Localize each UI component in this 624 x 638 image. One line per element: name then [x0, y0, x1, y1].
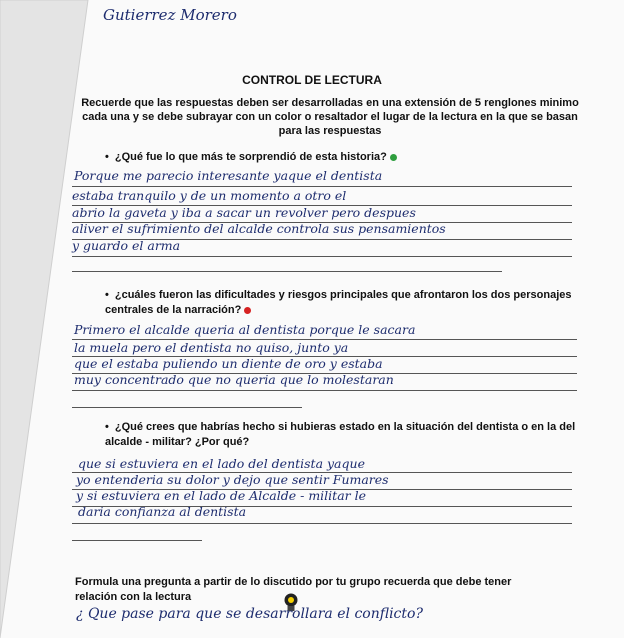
- bullet-icon: •: [105, 289, 109, 301]
- ruled-line: [72, 523, 572, 524]
- answer-2-line-3: que el estaba puliendo un diente de oro y estaba: [74, 356, 383, 371]
- answer-1-line-3: abrio la gaveta y iba a sacar un revolver pero despues: [72, 205, 416, 220]
- bullet-icon: •: [105, 151, 109, 163]
- page-title: CONTROL DE LECTURA: [242, 73, 382, 87]
- answer-2-line-4: muy concentrado que no queria que lo molestaran: [74, 372, 394, 387]
- answer-1-line-1: Porque me parecio interesante yaque el dentista: [74, 168, 383, 183]
- instructions-text: Recuerde que las respuestas deben ser desarrolladas en una extensión de 5 renglones minimo cada una y se debe subrayar con un color o resaltador el lugar de la lectura en la que se basan para las respuestas: [81, 97, 579, 137]
- answer-2-line-1: Primero el alcalde queria al dentista porque le sacara: [74, 322, 416, 337]
- ruled-line: [72, 256, 572, 257]
- ruled-line: [72, 186, 572, 187]
- student-name: Gutierrez Morero: [103, 6, 237, 24]
- answer-3-line-1: que si estuviera en el lado del dentista yaque: [78, 456, 365, 471]
- red-marker-icon: [244, 307, 251, 314]
- ruled-line: [72, 407, 302, 408]
- bullet-icon: •: [105, 421, 109, 433]
- answer-3-line-4: daria confianza al dentista: [78, 504, 247, 519]
- answer-1-line-4: aliver el sufrimiento del alcalde controla sus pensamientos: [72, 221, 446, 236]
- answer-1-line-5: y guardo el arma: [72, 238, 181, 253]
- question-1-text: ¿Qué fue lo que más te sorprendió de esta historia?: [114, 151, 387, 163]
- question-3: [105, 420, 585, 450]
- final-prompt: Formula una pregunta a partir de lo discutido por tu grupo recuerda que debe tener relación con la lectura: [75, 576, 512, 603]
- question-2-text: ¿cuáles fueron las dificultades y riesgos principales que afrontaron los dos personajes centrales de la narración?: [105, 289, 572, 316]
- ruled-line: [72, 390, 577, 391]
- question-3-text: ¿Qué crees que habrías hecho si hubieras estado en la situación del dentista o en la del alcalde - militar? ¿Por qué?: [105, 421, 576, 448]
- answer-2-line-2: la muela pero el dentista no quiso, junto ya: [74, 340, 349, 355]
- final-answer: ¿ Que pase para que se desarrollara el conflicto?: [76, 606, 423, 622]
- green-marker-icon: [390, 154, 397, 161]
- question-2: [105, 288, 575, 318]
- answer-3-line-3: y si estuviera en el lado de Alcalde - militar le: [76, 488, 366, 503]
- ruled-line: [72, 271, 502, 272]
- ruled-line: [72, 540, 202, 541]
- answer-3-line-2: yo entenderia su dolor y dejo que sentir Fumares: [76, 472, 389, 487]
- answer-1-line-2: estaba tranquilo y de un momento a otro el: [72, 188, 347, 203]
- question-1: [105, 150, 575, 165]
